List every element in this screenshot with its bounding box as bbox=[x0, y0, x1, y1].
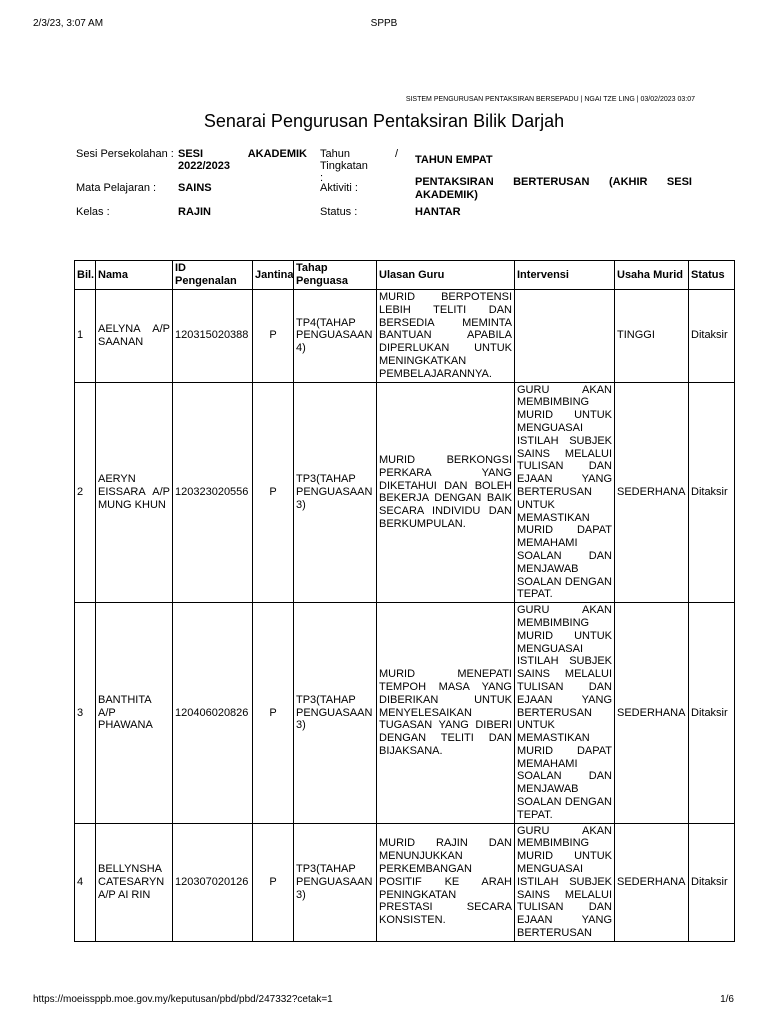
cell-id: 120323020556 bbox=[173, 382, 253, 603]
aktiviti-label: Aktiviti : bbox=[320, 182, 358, 194]
table-row bbox=[75, 603, 735, 824]
table-row bbox=[75, 290, 735, 383]
mapel-value: SAINS bbox=[178, 182, 212, 194]
header-bil: Bil. bbox=[75, 261, 96, 290]
print-page-title: SPPB bbox=[370, 18, 398, 29]
cell-usaha: SEDERHANA bbox=[615, 603, 689, 824]
cell-nama: BANTHITA A/P PHAWANA bbox=[96, 603, 173, 824]
cell-tahap: TP3(TAHAP PENGUASAAN 3) bbox=[294, 382, 377, 603]
cell-status: Ditaksir bbox=[689, 603, 735, 824]
print-datetime: 2/3/23, 3:07 AM bbox=[33, 18, 104, 29]
status-value: HANTAR bbox=[415, 206, 461, 218]
page-title: Senarai Pengurusan Pentaksiran Bilik Darjah bbox=[203, 111, 565, 131]
tahun-value: TAHUN EMPAT bbox=[415, 154, 493, 166]
cell-ulasan: MURID RAJIN DAN MENUNJUKKAN PERKEMBANGAN POSITIF KE ARAH PENINGKATAN PRESTASI SECARA KONSISTEN. bbox=[377, 823, 515, 941]
header-nama: Nama bbox=[96, 261, 173, 290]
cell-status: Ditaksir bbox=[689, 823, 735, 941]
page-break-mask bbox=[0, 948, 768, 988]
cell-ulasan: MURID BERPOTENSI LEBIH TELITI DAN BERSEDIA MEMINTA BANTUAN APABILA DIPERLUKAN UNTUK MENINGKATKAN PEMBELAJARANNYA. bbox=[377, 290, 515, 383]
cell-usaha: TINGGI bbox=[615, 290, 689, 383]
table-row bbox=[75, 823, 735, 941]
cell-jantina: P bbox=[253, 382, 294, 603]
cell-intervensi: GURU AKAN MEMBIMBING MURID UNTUK MENGUASAI ISTILAH SUBJEK SAINS MELALUI TULISAN DAN EJAAN YANG BERTERUSAN UNTUK MEMASTIKAN MURID DAPAT MEMAHAMI SOALAN DAN MENJAWAB SOALAN DENGAN TEPAT. bbox=[515, 603, 615, 824]
cell-nama: AERYN EISSARA A/P MUNG KHUN bbox=[96, 382, 173, 603]
cell-id: 120406020826 bbox=[173, 603, 253, 824]
cell-jantina: P bbox=[253, 290, 294, 383]
cell-ulasan: MURID BERKONGSI PERKARA YANG DIKETAHUI DAN BOLEH BEKERJA DENGAN BAIK SECARA INDIVIDU DAN BERKUMPULAN. bbox=[377, 382, 515, 603]
cell-usaha: SEDERHANA bbox=[615, 823, 689, 941]
table-row bbox=[75, 382, 735, 603]
tahun-label: Tahun / Tingkatan : bbox=[320, 148, 399, 184]
cell-nama: AELYNA A/P SAANAN bbox=[96, 290, 173, 383]
cell-status: Ditaksir bbox=[689, 290, 735, 383]
sesi-value: SESI AKADEMIK 2022/2023 bbox=[178, 148, 307, 172]
kelas-value: RAJIN bbox=[178, 206, 212, 218]
cell-ulasan: MURID MENEPATI TEMPOH MASA YANG DIBERIKAN UNTUK MENYELESAIKAN TUGASAN YANG DIBERI DENGAN TELITI DAN BIJAKSANA. bbox=[377, 603, 515, 824]
page-number: 1/6 bbox=[720, 994, 734, 1005]
mapel-label: Mata Pelajaran : bbox=[76, 182, 157, 194]
header-usaha: Usaha Murid bbox=[615, 261, 689, 290]
cell-bil: 4 bbox=[75, 823, 96, 941]
cell-usaha: SEDERHANA bbox=[615, 382, 689, 603]
cell-status: Ditaksir bbox=[689, 382, 735, 603]
sesi-label: Sesi Persekolahan : bbox=[76, 148, 174, 160]
header-jantina: Jantina bbox=[253, 261, 294, 290]
cell-jantina: P bbox=[253, 823, 294, 941]
assessment-table bbox=[74, 260, 735, 942]
cell-bil: 3 bbox=[75, 603, 96, 824]
cell-intervensi: GURU AKAN MEMBIMBING MURID UNTUK MENGUASAI ISTILAH SUBJEK SAINS MELALUI TULISAN DAN EJAAN YANG BERTERUSAN UNTUK MEMASTIKAN MURID DAPAT MEMAHAMI SOALAN DAN MENJAWAB SOALAN DENGAN TEPAT. bbox=[515, 382, 615, 603]
header-ulasan: Ulasan Guru bbox=[377, 261, 515, 290]
system-line: SISTEM PENGURUSAN PENTAKSIRAN BERSEPADU | NGAI TZE LING | 03/02/2023 03:07 bbox=[405, 96, 695, 103]
cell-bil: 1 bbox=[75, 290, 96, 383]
cell-id: 120307020126 bbox=[173, 823, 253, 941]
header-id: ID Pengenalan bbox=[173, 261, 253, 290]
cell-tahap: TP4(TAHAP PENGUASAAN 4) bbox=[294, 290, 377, 383]
cell-bil: 2 bbox=[75, 382, 96, 603]
cell-nama: BELLYNSHA CATESARYN A/P AI RIN bbox=[96, 823, 173, 941]
page-url[interactable]: https://moeissppb.moe.gov.my/keputusan/pbd/pbd/247332?cetak=1 bbox=[33, 994, 333, 1005]
cell-id: 120315020388 bbox=[173, 290, 253, 383]
header-status: Status bbox=[689, 261, 735, 290]
header-intervensi: Intervensi bbox=[515, 261, 615, 290]
kelas-label: Kelas : bbox=[76, 206, 110, 218]
cell-intervensi bbox=[515, 290, 615, 383]
cell-jantina: P bbox=[253, 603, 294, 824]
status-label: Status : bbox=[320, 206, 358, 218]
cell-tahap: TP3(TAHAP PENGUASAAN 3) bbox=[294, 823, 377, 941]
header-tahap: Tahap Penguasa bbox=[294, 261, 377, 290]
table-header-row bbox=[75, 261, 735, 290]
aktiviti-value: PENTAKSIRAN BERTERUSAN (AKHIR SESI AKADEMIK) bbox=[415, 176, 692, 201]
cell-intervensi: GURU AKAN MEMBIMBING MURID UNTUK MENGUASAI ISTILAH SUBJEK SAINS MELALUI TULISAN DAN EJAAN YANG BERTERUSAN bbox=[515, 823, 615, 941]
cell-tahap: TP3(TAHAP PENGUASAAN 3) bbox=[294, 603, 377, 824]
